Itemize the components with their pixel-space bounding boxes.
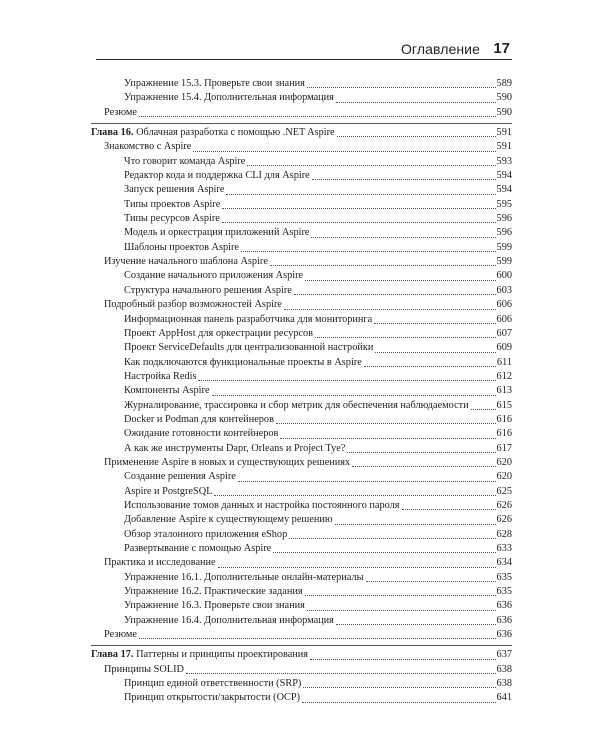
toc-subsection[interactable]: [91, 313, 512, 327]
entry-title: Добавление Aspire к существующему решению: [124, 514, 333, 526]
entry-title: Проект AppHost для оркестрации ресурсов: [124, 327, 313, 339]
dot-leader: [335, 524, 496, 525]
entry-page: 616: [496, 428, 512, 440]
dot-leader: [294, 294, 496, 295]
chapter-title: Облачная разработка с помощью .NET Aspire: [136, 127, 335, 139]
dot-leader: [305, 280, 495, 281]
entry-title: Упражнение 15.4. Дополнительная информация: [124, 92, 334, 104]
dot-leader: [280, 438, 495, 439]
toc-subsection[interactable]: [91, 356, 512, 370]
entry-title: Упражнение 15.3. Проверьте свои знания: [124, 78, 305, 89]
toc-section[interactable]: [91, 456, 512, 470]
entry-title: Принципы SOLID: [104, 663, 184, 675]
entry-title: Упражнение 16.1. Дополнительные онлайн-материалы: [124, 571, 364, 583]
entry-title: Создание решения Aspire: [124, 471, 236, 483]
entry-page: 620: [496, 456, 512, 468]
dot-leader: [139, 116, 496, 117]
entry-title: Применение Aspire в новых и существующих решениях: [104, 456, 351, 468]
dot-leader: [305, 595, 496, 596]
entry-page: 626: [496, 499, 512, 511]
toc-subsection[interactable]: [91, 499, 512, 513]
entry-title: Модель и оркестрация приложений Aspire: [124, 227, 310, 239]
entry-title: Принцип единой ответственности (SRP): [124, 678, 302, 690]
dot-leader: [336, 102, 496, 103]
dot-leader: [186, 673, 496, 674]
chapter-page: 637: [496, 649, 512, 661]
dot-leader: [352, 466, 495, 467]
entry-page: 635: [496, 586, 512, 598]
entry-page: 636: [496, 629, 512, 641]
entry-title: Упражнение 16.3. Проверьте свои знания: [124, 600, 305, 612]
dot-leader: [315, 337, 496, 338]
entry-page: 636: [496, 614, 512, 626]
entry-title: Шаблоны проектов Aspire: [124, 241, 240, 253]
entry-page: 616: [496, 413, 512, 425]
dot-leader: [214, 495, 495, 496]
page-number: 17: [493, 40, 510, 57]
toc-subsection[interactable]: [91, 370, 512, 384]
entry-title: Резюме: [104, 106, 137, 118]
entry-page: 609: [496, 342, 512, 354]
dot-leader: [241, 251, 496, 252]
toc-subsection[interactable]: [91, 169, 512, 183]
toc-subsection[interactable]: [91, 542, 512, 556]
dot-leader: [276, 423, 496, 424]
toc-chapter-16[interactable]: [91, 126, 512, 140]
dot-leader: [270, 265, 496, 266]
dot-leader: [310, 659, 496, 660]
entry-page: 633: [496, 543, 512, 554]
toc-subsection[interactable]: [91, 691, 512, 705]
entry-page: 607: [496, 327, 512, 339]
dot-leader: [307, 610, 496, 611]
toc-chapter-17[interactable]: [91, 648, 512, 662]
entry-page: 641: [496, 692, 512, 704]
entry-title: Структура начального решения Aspire: [124, 284, 292, 296]
toc-subsection[interactable]: [91, 341, 512, 355]
toc-subsection[interactable]: [91, 155, 512, 169]
dot-leader: [337, 136, 496, 137]
dot-leader: [347, 452, 495, 453]
dot-leader: [289, 538, 495, 539]
toc-subsection[interactable]: [91, 226, 512, 240]
entry-page: 594: [496, 184, 512, 196]
toc-subsection[interactable]: [91, 327, 512, 341]
dot-leader: [302, 702, 496, 703]
toc-section[interactable]: [91, 556, 512, 570]
entry-title: Проект ServiceDefaults для централизованной настройки: [124, 342, 374, 354]
dot-leader: [303, 687, 495, 688]
entry-title: Редактор кода и поддержка CLI для Aspire: [124, 170, 310, 182]
entry-page: 599: [496, 256, 512, 268]
entry-title: Изучение начального шаблона Aspire: [104, 256, 268, 268]
toc-section[interactable]: [91, 298, 512, 312]
entry-page: 606: [496, 299, 512, 311]
dot-leader: [222, 208, 495, 209]
entry-page: 606: [496, 313, 512, 325]
toc-group-chapter-16: [91, 140, 512, 642]
entry-title: Информационная панель разработчика для мониторинга: [124, 313, 373, 325]
chapter-label: Глава 16.: [91, 127, 134, 139]
entry-page: 634: [496, 557, 512, 569]
entry-title: А как же инструменты Dapr, Orleans и Project Tye?: [124, 442, 346, 454]
entry-page: 620: [496, 471, 512, 483]
toc-section[interactable]: [91, 255, 512, 269]
toc-subsection[interactable]: [91, 77, 512, 91]
entry-page: 599: [496, 241, 512, 253]
dot-leader: [247, 165, 495, 166]
dot-leader: [222, 222, 496, 223]
entry-page: 613: [496, 385, 512, 397]
running-title: Оглавление: [400, 41, 480, 57]
toc-subsection[interactable]: [91, 399, 512, 413]
entry-title: Компоненты Aspire: [124, 385, 210, 397]
entry-page: 590: [496, 106, 512, 118]
toc-subsection[interactable]: [91, 442, 512, 456]
toc-section[interactable]: [91, 663, 512, 677]
chapter-divider: [91, 645, 512, 646]
toc-subsection[interactable]: [91, 284, 512, 298]
entry-title: Резюме: [104, 629, 137, 641]
toc-subsection[interactable]: [91, 614, 512, 628]
toc-subsection[interactable]: [91, 427, 512, 441]
entry-page: 636: [496, 600, 512, 612]
toc-subsection[interactable]: [91, 485, 512, 499]
entry-title: Использование томов данных и настройка постоянного пароля: [124, 499, 400, 511]
entry-page: 615: [496, 399, 512, 411]
entry-title: Как подключаются функциональные проекты в Aspire: [124, 356, 362, 368]
toc-subsection[interactable]: [91, 183, 512, 197]
dot-leader: [238, 481, 496, 482]
dot-leader: [311, 237, 495, 238]
dot-leader: [218, 567, 496, 568]
toc-group-chapter-15-tail: [91, 77, 512, 120]
chapter-divider: [91, 123, 512, 124]
dot-leader: [273, 552, 495, 553]
entry-page: 603: [496, 284, 512, 296]
toc-subsection[interactable]: [91, 413, 512, 427]
entry-title: Упражнение 16.4. Дополнительная информация: [124, 614, 334, 626]
toc-section[interactable]: [91, 140, 512, 154]
entry-page: 594: [496, 170, 512, 182]
entry-title: Обзор эталонного приложения eShop: [124, 528, 288, 540]
page-header: [96, 41, 512, 60]
entry-page: 617: [496, 442, 512, 454]
toc-subsection[interactable]: [91, 198, 512, 212]
chapter-label: Глава 17.: [91, 649, 134, 661]
entry-page: 638: [496, 663, 512, 675]
entry-title: Aspire и PostgreSQL: [124, 485, 213, 497]
toc-subsection[interactable]: [91, 585, 512, 599]
dot-leader: [312, 179, 496, 180]
entry-title: Упражнение 16.2. Практические задания: [124, 586, 303, 598]
dot-leader: [212, 395, 496, 396]
dot-leader: [307, 87, 496, 88]
toc-subsection[interactable]: [91, 384, 512, 398]
toc-subsection[interactable]: [91, 571, 512, 585]
dot-leader: [364, 366, 496, 367]
entry-title: Что говорит команда Aspire: [124, 155, 246, 167]
entry-title: Типы ресурсов Aspire: [124, 213, 220, 225]
toc-subsection[interactable]: [91, 91, 512, 105]
entry-page: 600: [496, 270, 512, 282]
entry-page: 591: [496, 141, 512, 153]
toc-section[interactable]: [91, 628, 512, 642]
toc-subsection[interactable]: [91, 212, 512, 226]
chapter-page: 591: [496, 127, 512, 139]
toc-subsection[interactable]: [91, 470, 512, 484]
entry-page: 589: [496, 78, 512, 89]
entry-page: 593: [496, 155, 512, 167]
entry-page: 596: [496, 227, 512, 239]
entry-page: 626: [496, 514, 512, 526]
dot-leader: [471, 409, 496, 410]
chapter-title: Паттерны и принципы проектирования: [136, 649, 309, 661]
entry-title: Развертывание с помощью Aspire: [124, 543, 272, 554]
entry-title: Запуск решения Aspire: [124, 184, 225, 196]
entry-page: 590: [496, 92, 512, 104]
toc-subsection[interactable]: [91, 599, 512, 613]
entry-page: 625: [496, 485, 512, 497]
entry-title: Ожидание готовности контейнеров: [124, 428, 279, 440]
entry-title: Практика и исследование: [104, 557, 216, 569]
dot-leader: [375, 352, 495, 353]
toc-subsection[interactable]: [91, 513, 512, 527]
dot-leader: [336, 624, 496, 625]
dot-leader: [402, 509, 496, 510]
toc-subsection[interactable]: [91, 269, 512, 283]
dot-leader: [366, 581, 496, 582]
entry-page: 635: [496, 571, 512, 583]
entry-page: 595: [496, 198, 512, 210]
dot-leader: [374, 323, 495, 324]
toc-group-chapter-17: [91, 663, 512, 706]
toc-subsection[interactable]: [91, 677, 512, 691]
entry-title: Создание начального приложения Aspire: [124, 270, 304, 282]
entry-title: Принцип открытости/закрытости (OCP): [124, 692, 301, 704]
toc-subsection[interactable]: [91, 528, 512, 542]
entry-title: Типы проектов Aspire: [124, 198, 221, 210]
entry-title: Docker и Podman для контейнеров: [124, 413, 274, 425]
entry-page: 638: [496, 678, 512, 690]
entry-page: 611: [496, 356, 512, 368]
entry-title: Журналирование, трассировка и сбор метрик для обеспечения наблюдаемости: [124, 399, 469, 411]
toc-section[interactable]: [91, 106, 512, 120]
dot-leader: [193, 151, 495, 152]
dot-leader: [284, 309, 496, 310]
dot-leader: [198, 380, 495, 381]
entry-title: Настройка Redis: [124, 370, 197, 382]
entry-title: Знакомство с Aspire: [104, 141, 192, 153]
entry-page: 628: [496, 528, 512, 540]
entry-title: Подробный разбор возможностей Aspire: [104, 299, 282, 311]
dot-leader: [226, 194, 495, 195]
entry-page: 612: [496, 370, 512, 382]
toc-subsection[interactable]: [91, 241, 512, 255]
entry-page: 596: [496, 213, 512, 225]
table-of-contents: [91, 77, 512, 706]
dot-leader: [139, 638, 496, 639]
